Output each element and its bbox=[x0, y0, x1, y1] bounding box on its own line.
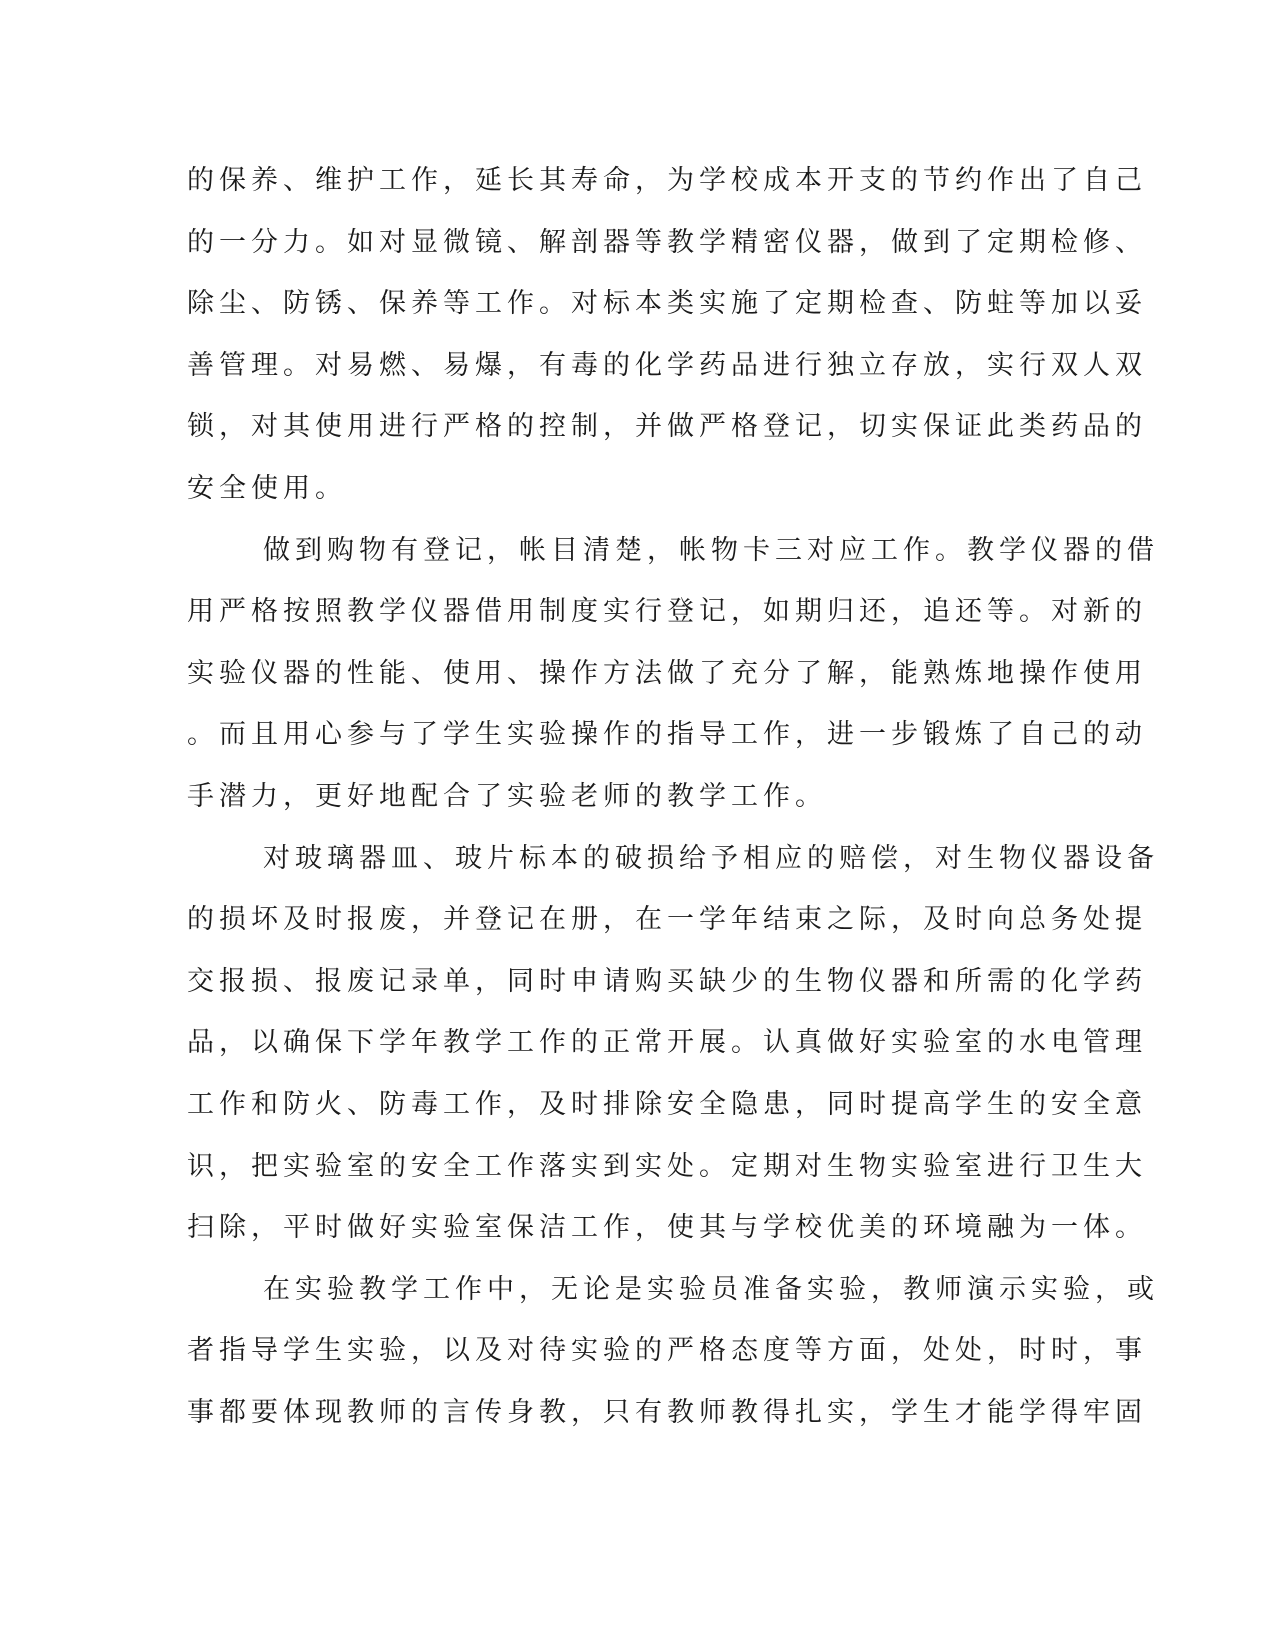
text-line: 事都要体现教师的言传身教，只有教师教得扎实，学生才能学得牢固 bbox=[187, 1396, 1147, 1428]
text-line: 安全使用。 bbox=[187, 472, 347, 504]
text-line: 善管理。对易燃、易爆，有毒的化学药品进行独立存放，实行双人双 bbox=[187, 349, 1147, 381]
paragraph-first-line: 做到购物有登记，帐目清楚，帐物卡三对应工作。教学仪器的借 bbox=[263, 534, 1159, 566]
text-line: 者指导学生实验，以及对待实验的严格态度等方面，处处，时时，事 bbox=[187, 1335, 1147, 1367]
text-line: 用严格按照教学仪器借用制度实行登记，如期归还，追还等。对新的 bbox=[187, 596, 1147, 628]
text-line: 品，以确保下学年教学工作的正常开展。认真做好实验室的水电管理 bbox=[187, 1027, 1147, 1059]
text-line: 扫除，平时做好实验室保洁工作，使其与学校优美的环境融为一体。 bbox=[187, 1212, 1147, 1244]
body-text bbox=[187, 150, 1159, 1443]
text-line: 的损坏及时报废，并登记在册，在一学年结束之际，及时向总务处提 bbox=[187, 904, 1147, 936]
text-line: 除尘、防锈、保养等工作。对标本类实施了定期检查、防蛀等加以妥 bbox=[187, 288, 1147, 320]
text-line: 。而且用心参与了学生实验操作的指导工作，进一步锻炼了自己的动 bbox=[187, 719, 1147, 751]
text-line: 工作和防火、防毒工作，及时排除安全隐患，同时提高学生的安全意 bbox=[187, 1088, 1147, 1120]
text-line: 的一分力。如对显微镜、解剖器等教学精密仪器，做到了定期检修、 bbox=[187, 226, 1147, 258]
text-line: 锁，对其使用进行严格的控制，并做严格登记，切实保证此类药品的 bbox=[187, 411, 1147, 443]
text-line: 交报损、报废记录单，同时申请购买缺少的生物仪器和所需的化学药 bbox=[187, 965, 1147, 997]
text-line: 的保养、维护工作，延长其寿命，为学校成本开支的节约作出了自己 bbox=[187, 165, 1147, 196]
paragraph-first-line: 在实验教学工作中，无论是实验员准备实验，教师演示实验，或 bbox=[263, 1273, 1159, 1305]
text-line: 实验仪器的性能、使用、操作方法做了充分了解，能熟炼地操作使用 bbox=[187, 657, 1147, 689]
text-line: 识，把实验室的安全工作落实到实处。定期对生物实验室进行卫生大 bbox=[187, 1150, 1147, 1182]
text-line: 手潜力，更好地配合了实验老师的教学工作。 bbox=[187, 780, 827, 812]
paragraph-first-line: 对玻璃器皿、玻片标本的破损给予相应的赔偿，对生物仪器设备 bbox=[263, 842, 1159, 874]
